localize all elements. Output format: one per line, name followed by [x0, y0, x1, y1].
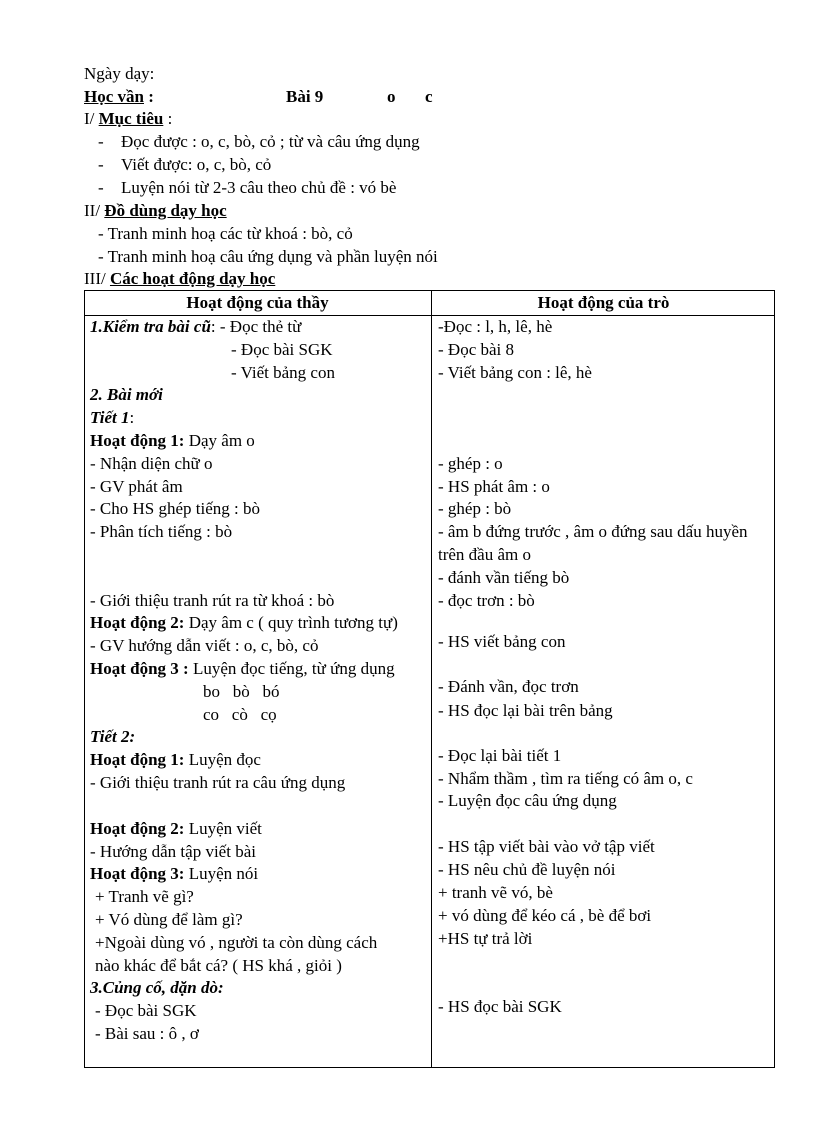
- lesson-letter-o: o: [387, 87, 396, 106]
- section-1-suffix: :: [163, 109, 173, 128]
- student-column-header: Hoạt động của trò: [537, 293, 670, 312]
- speaking-question: + Vó dùng để làm gì?: [95, 910, 243, 929]
- review-item: - Đọc bài SGK: [231, 340, 333, 359]
- activity-label: Hoạt động 1:: [90, 431, 185, 450]
- review-title: 1.Kiểm tra bài cũ: [90, 317, 211, 336]
- table-column-divider: [431, 290, 432, 1068]
- material-item-text: Tranh minh hoạ câu ứng dụng và phần luyện nói: [107, 247, 438, 266]
- section-activities-heading: [84, 268, 275, 290]
- section-2-prefix: II/: [84, 201, 105, 220]
- student-step: - HS đọc bài SGK: [438, 997, 562, 1016]
- speaking-question-cont: nào khác để bắt cá? ( HS khá , giỏi ): [95, 956, 342, 975]
- activity-label: Hoạt động 3:: [90, 864, 185, 883]
- review-item: - Viết bảng con: [231, 363, 335, 382]
- student-step: - Đánh vần, đọc trơn: [438, 677, 579, 696]
- wrap-up-title: 3.Củng cố, dặn dò:: [90, 978, 224, 997]
- speaking-question: + Tranh vẽ gì?: [95, 887, 194, 906]
- student-step: - Đọc lại bài tiết 1: [438, 746, 562, 765]
- review-colon: :: [210, 317, 216, 336]
- student-step: - ghép : bò: [438, 499, 512, 518]
- activity-label: Hoạt động 2:: [90, 819, 185, 838]
- student-step: -Đọc : l, h, lê, hè: [438, 317, 553, 336]
- teacher-step: - Hướng dẫn tập viết bài: [90, 842, 256, 861]
- new-lesson-title: 2. Bài mới: [90, 385, 163, 404]
- teacher-column-header: Hoạt động của thầy: [186, 293, 329, 312]
- activity-heading: [90, 658, 395, 680]
- student-step: - đọc trơn : bò: [438, 591, 535, 610]
- student-step: - HS phát âm : o: [438, 477, 550, 496]
- activity-text: Luyện đọc tiếng, từ ứng dụng: [188, 659, 395, 678]
- objective-item: Luyện nói từ 2-3 câu theo chủ đề : vó bè: [121, 178, 397, 197]
- period-1-colon: :: [129, 408, 135, 427]
- student-step: + vó dùng để kéo cá , bè để bơi: [438, 906, 652, 925]
- lesson-header: [84, 86, 154, 108]
- date-label: Ngày dạy:: [84, 64, 155, 83]
- student-step: - đánh vần tiếng bò: [438, 568, 570, 587]
- subject-colon: :: [143, 87, 154, 106]
- student-step: - ghép : o: [438, 454, 503, 473]
- student-step: - Nhẩm thầm , tìm ra tiếng có âm o, c: [438, 769, 693, 788]
- student-step: - HS nêu chủ đề luyện nói: [438, 860, 616, 879]
- teacher-step: - Cho HS ghép tiếng : bò: [90, 499, 260, 518]
- activity-text: Dạy âm o: [184, 431, 255, 450]
- practice-words: co cò cọ: [203, 705, 277, 724]
- activity-heading: [90, 612, 398, 634]
- student-step: - Đọc bài 8: [438, 340, 515, 359]
- activity-text: Luyện nói: [184, 864, 259, 883]
- teacher-step: - Phân tích tiếng : bò: [90, 522, 233, 541]
- objective-bullet: -: [98, 132, 104, 151]
- student-step: - HS viết bảng con: [438, 632, 566, 651]
- objective-bullet: -: [98, 178, 104, 197]
- student-step-cont: trên đầu âm o: [438, 545, 531, 564]
- lesson-letter-c: c: [425, 87, 433, 106]
- material-item: - Tranh minh hoạ các từ khoá : bò, cỏ: [98, 224, 353, 243]
- activity-heading: [90, 430, 255, 452]
- teacher-step: - Đọc bài SGK: [95, 1001, 197, 1020]
- section-2-title: Đồ dùng dạy học: [104, 201, 227, 220]
- teacher-step: - GV hướng dẫn viết : o, c, bò, cỏ: [90, 636, 319, 655]
- section-materials-heading: [84, 200, 227, 222]
- review-item: - Đọc thẻ từ: [215, 317, 302, 336]
- activity-text: Luyện đọc: [184, 750, 261, 769]
- section-1-prefix: I/: [84, 109, 99, 128]
- practice-words: bo bò bó: [203, 682, 280, 701]
- period-2-title: Tiết 2:: [90, 727, 136, 746]
- period-1-title: [90, 407, 134, 429]
- activity-text: Luyện viết: [184, 819, 262, 838]
- student-step: + tranh vẽ vó, bè: [438, 883, 553, 902]
- teacher-step: - Giới thiệu tranh rút ra câu ứng dụng: [90, 773, 346, 792]
- section-1-title: Mục tiêu: [98, 109, 164, 128]
- period-1-label: Tiết 1: [90, 408, 130, 427]
- student-step: - Viết bảng con : lê, hè: [438, 363, 592, 382]
- activity-heading: [90, 818, 262, 840]
- section-3-prefix: III/: [84, 269, 110, 288]
- activity-heading: [90, 863, 258, 885]
- objective-item: Đọc được : o, c, bò, cỏ ; từ và câu ứng dụng: [121, 132, 420, 151]
- teacher-step: - Nhận diện chữ o: [90, 454, 213, 473]
- objective-item: Viết được: o, c, bò, cỏ: [121, 155, 272, 174]
- objective-bullet: -: [98, 155, 104, 174]
- student-step: - HS tập viết bài vào vở tập viết: [438, 837, 655, 856]
- teacher-step: - Giới thiệu tranh rút ra từ khoá : bò: [90, 591, 335, 610]
- teacher-step: - Bài sau : ô , ơ: [95, 1024, 199, 1043]
- activity-heading: [90, 749, 261, 771]
- review-section: [90, 316, 301, 338]
- speaking-question: +Ngoài dùng vó , người ta còn dùng cách: [95, 933, 378, 952]
- activity-label: Hoạt động 1:: [90, 750, 185, 769]
- material-item-text: Tranh minh hoạ các từ khoá : bò, cỏ: [107, 224, 353, 243]
- student-step: - âm b đứng trước , âm o đứng sau dấu huyền: [438, 522, 748, 541]
- lesson-number: Bài 9: [286, 87, 324, 106]
- subject-label: Học vần: [84, 87, 144, 106]
- activity-label: Hoạt động 3 :: [90, 659, 189, 678]
- material-item: - Tranh minh hoạ câu ứng dụng và phần luyện nói: [98, 247, 438, 266]
- student-step: - Luyện đọc câu ứng dụng: [438, 791, 617, 810]
- activity-label: Hoạt động 2:: [90, 613, 185, 632]
- student-step: +HS tự trả lời: [438, 929, 533, 948]
- section-3-title: Các hoạt động dạy học: [109, 269, 276, 288]
- teacher-step: - GV phát âm: [90, 477, 183, 496]
- activity-text: Dạy âm c ( quy trình tương tự): [184, 613, 398, 632]
- student-step: - HS đọc lại bài trên bảng: [438, 701, 613, 720]
- section-objectives-heading: [84, 108, 172, 130]
